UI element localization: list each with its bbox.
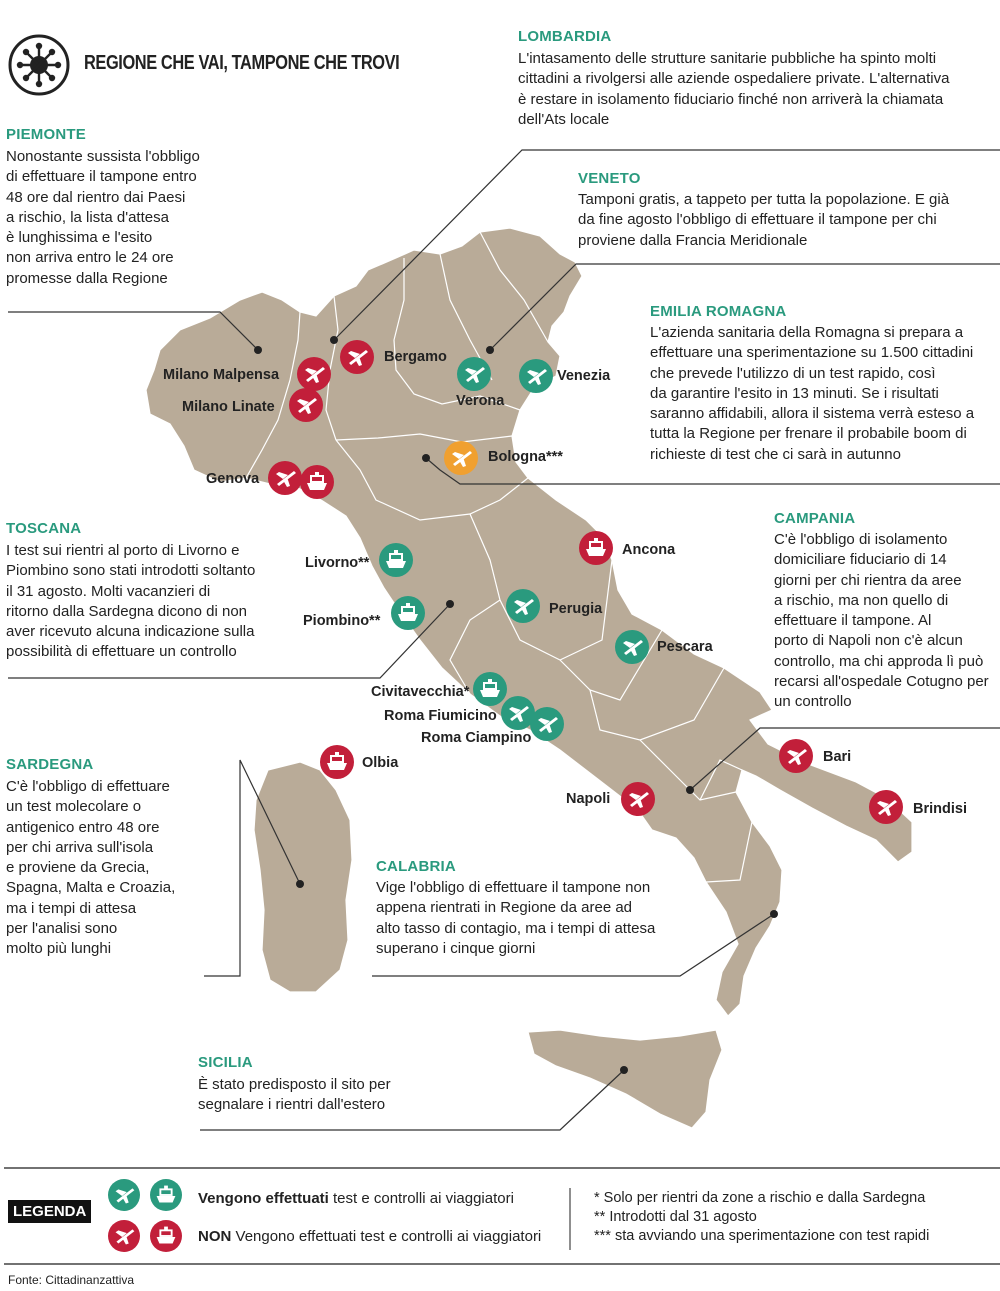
city-label-brindisi: Brindisi [913, 801, 967, 817]
text-line: appena rientrati in Regione da aree ad [376, 899, 633, 917]
text-line: promesse dalla Regione [6, 269, 168, 287]
region-title-emilia-romagna: EMILIA ROMAGNA [650, 303, 787, 320]
genova-air-plane-icon [268, 461, 302, 495]
legend-note-1: * Solo per rientri da zone a rischio e dalla Sardegna [594, 1190, 926, 1206]
region-text-piemonte [6, 147, 200, 289]
text-line: 48 ore dal rientro dai Paesi [6, 188, 186, 206]
piombino-ship-icon [391, 596, 425, 630]
legend-icons [108, 1179, 182, 1252]
text-line: ma i tempi di attesa [6, 899, 137, 917]
text-line: saranno affidabili, allora il sistema verrà esteso a [650, 405, 975, 423]
text-line: L'azienda sanitaria della Romagna si prepara a [650, 324, 964, 341]
text-line: possibilità di effettuare un controllo [6, 643, 237, 661]
venezia-plane-icon [519, 359, 553, 393]
city-label-olbia: Olbia [362, 755, 399, 771]
text-line: a rischio, la lista d'attesa [6, 208, 169, 226]
region-title-campania: CAMPANIA [774, 510, 856, 527]
legend-yes-bold: Vengono effettuati [198, 1190, 329, 1207]
region-title-sicilia: SICILIA [198, 1054, 253, 1071]
text-line: dell'Ats locale [518, 110, 610, 128]
livorno-ship-icon [379, 543, 413, 577]
region-text-sardegna [6, 777, 175, 960]
text-line: Piombino sono stati introdotti soltanto [6, 562, 256, 580]
text-line: domiciliare fiduciario di 14 [774, 551, 947, 569]
text-line: controllo, ma chi approda lì può [774, 652, 984, 670]
text-line: a rischio, ma non quello di [774, 591, 949, 609]
region-text-emilia-romagna [650, 323, 974, 465]
text-line: giorni per chi rientra da aree [774, 571, 962, 589]
text-line: da garantire l'esito in 13 minuti. Se i risultati [650, 384, 939, 402]
text-line: per l'analisi sono [6, 920, 118, 938]
legend-red-plane-icon [108, 1220, 140, 1252]
city-label-civitavecchia: Civitavecchia* [371, 684, 470, 700]
genova-port-ship-icon [300, 465, 334, 499]
text-line: cittadini a rivolgersi alle aziende ospedaliere private. L'alternativa [518, 70, 950, 88]
legend-no-text [198, 1228, 541, 1245]
city-label-ciampino: Roma Ciampino [421, 730, 532, 746]
text-line: effettuare una sperimentazione su 1.500 cittadini [650, 344, 974, 362]
text-line: segnalare i rientri dall'estero [198, 1096, 386, 1114]
text-line: da fine agosto l'obbligo di effettuare il tampone per chi [578, 211, 937, 229]
city-label-ancona: Ancona [622, 542, 676, 558]
olbia-ship-icon [320, 745, 354, 779]
region-title-veneto: VENETO [578, 170, 641, 187]
text-line: non arriva entro le 24 ore [6, 249, 174, 267]
legend-yes-text [198, 1190, 514, 1207]
text-line: il 31 agosto. Molti vacanzieri di [6, 582, 211, 600]
city-label-venezia: Venezia [557, 368, 611, 384]
city-label-verona: Verona [456, 393, 505, 409]
legend-no-bold: NON [198, 1228, 232, 1245]
malpensa-plane-icon [297, 357, 331, 391]
region-title-sardegna: SARDEGNA [6, 756, 94, 773]
text-line: ritorno dalla Sardegna dicono di non [6, 602, 248, 620]
text-line: effettuare il tampone. Al [774, 612, 932, 630]
legend-yes-rest: test e controlli ai viaggiatori [328, 1190, 514, 1207]
linate-plane-icon [289, 388, 323, 422]
region-text-lombardia [518, 49, 949, 130]
city-label-bergamo: Bergamo [384, 349, 447, 365]
region-title-piemonte: PIEMONTE [6, 126, 86, 143]
region-text-toscana [6, 541, 255, 663]
city-label-perugia: Perugia [549, 601, 603, 617]
legend-red-ship-icon [150, 1220, 182, 1252]
text-line: Nonostante sussista l'obbligo [6, 148, 200, 165]
text-line: di effettuare il tampone entro [6, 168, 197, 186]
text-line: Spagna, Malta e Croazia, [6, 879, 176, 897]
legend-note-2: ** Introdotti dal 31 agosto [594, 1209, 757, 1225]
city-label-napoli: Napoli [566, 791, 611, 807]
text-line: molto più lunghi [6, 940, 112, 958]
sardinia-shape [254, 762, 352, 992]
bergamo-plane-icon [340, 340, 374, 374]
region-title-calabria: CALABRIA [376, 858, 456, 875]
bologna-plane-icon [444, 441, 478, 475]
legend-green-plane-icon [108, 1179, 140, 1211]
brindisi-plane-icon [869, 790, 903, 824]
pescara-plane-icon [615, 630, 649, 664]
text-line: C'è l'obbligo di effettuare [6, 778, 170, 795]
text-line: un controllo [774, 693, 852, 711]
legend-no-rest: Vengono effettuati test e controlli ai viaggiatori [231, 1228, 542, 1245]
text-line: I test sui rientri al porto di Livorno e [6, 542, 240, 559]
text-line: recarsi all'ospedale Cotugno per [774, 673, 989, 691]
text-line: Tamponi gratis, a tappeto per tutta la popolazione. E già [578, 191, 950, 208]
text-line: è lunghissima e l'esito [6, 229, 153, 247]
text-line: tutta la Regione per frenare il probabile boom di [650, 425, 967, 443]
region-title-lombardia: LOMBARDIA [518, 28, 612, 45]
text-line: superano i cinque giorni [376, 939, 536, 957]
page-title: REGIONE CHE VAI, TAMPONE CHE TROVI [84, 52, 400, 74]
text-line: richieste di test che ci sarà in autunno [650, 445, 901, 463]
text-line: proviene dalla Francia Meridionale [578, 231, 808, 249]
napoli-plane-icon [621, 782, 655, 816]
city-label-livorno: Livorno** [305, 555, 370, 571]
civitavecchia-ship-icon [473, 672, 507, 706]
fiumicino-plane-icon [501, 696, 535, 730]
text-line: C'è l'obbligo di isolamento [774, 531, 948, 548]
region-title-toscana: TOSCANA [6, 520, 82, 537]
city-label-genova: Genova [206, 471, 260, 487]
text-line: Vige l'obbligo di effettuare il tampone non [376, 879, 651, 896]
text-line: e proviene da Grecia, [6, 859, 150, 877]
text-line: che prevede l'utilizzo di un test rapido, così [650, 364, 936, 382]
ancona-ship-icon [579, 531, 613, 565]
text-line: alto tasso di contagio, ma i tempi di attesa [376, 919, 656, 937]
legend-green-ship-icon [150, 1179, 182, 1211]
text-line: È stato predisposto il sito per [198, 1076, 391, 1093]
city-label-malpensa: Milano Malpensa [163, 367, 280, 383]
region-text-sicilia [198, 1075, 391, 1116]
text-line: è restare in isolamento fiduciario finché non arriverà la chiamata [518, 90, 944, 108]
legend-title: LEGENDA [8, 1200, 91, 1223]
region-text-campania [774, 530, 989, 713]
text-line: porto di Napoli non c'è alcun [774, 632, 963, 650]
city-label-piombino: Piombino** [303, 613, 381, 629]
city-label-bologna: Bologna*** [488, 449, 563, 465]
ciampino-plane-icon [530, 707, 564, 741]
text-line: L'intasamento delle strutture sanitarie pubbliche ha spinto molti [518, 50, 937, 67]
region-text-calabria [376, 878, 655, 959]
city-label-fiumicino: Roma Fiumicino [384, 708, 497, 724]
bari-plane-icon [779, 739, 813, 773]
region-text-veneto [578, 190, 949, 251]
perugia-plane-icon [506, 589, 540, 623]
virus-icon [8, 34, 70, 96]
text-line: per chi arriva sull'isola [6, 838, 154, 856]
city-label-bari: Bari [823, 749, 852, 765]
text-line: antigenico entro 48 ore [6, 818, 160, 836]
verona-plane-icon [457, 357, 491, 391]
city-label-linate: Milano Linate [182, 399, 275, 415]
text-line: un test molecolare o [6, 798, 142, 816]
source-credit: Fonte: Cittadinanzattiva [8, 1273, 135, 1287]
city-label-pescara: Pescara [657, 639, 713, 655]
sicily-shape [528, 1030, 722, 1128]
legend-note-3: *** sta avviando una sperimentazione con test rapidi [594, 1228, 930, 1244]
text-line: aver ricevuto alcuna indicazione sulla [6, 623, 255, 641]
